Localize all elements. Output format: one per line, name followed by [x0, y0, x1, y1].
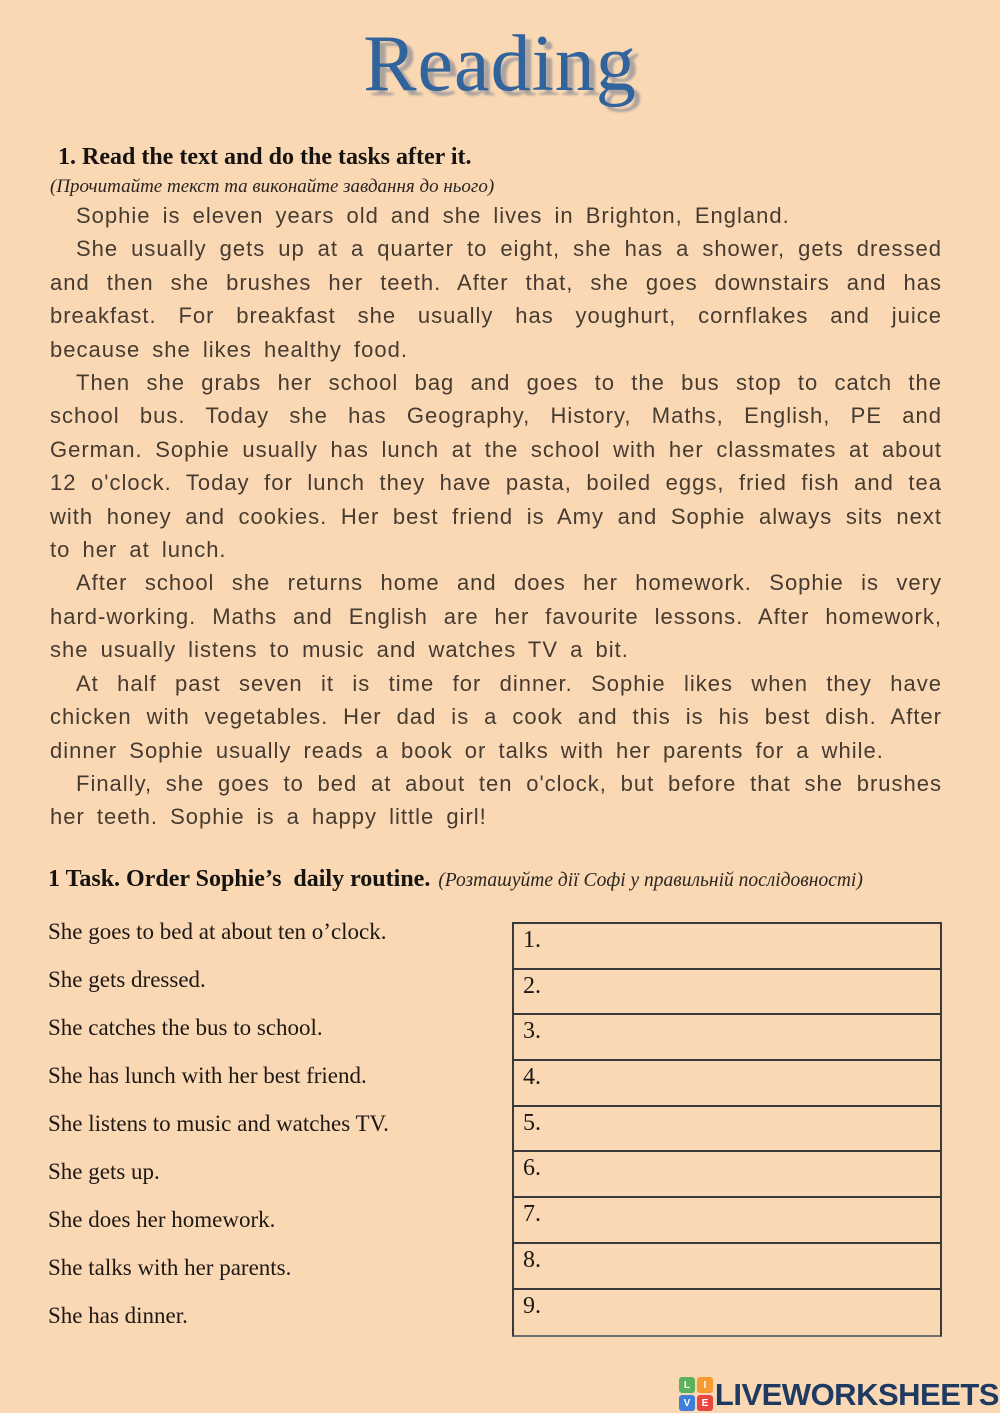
answer-row[interactable]	[514, 1290, 940, 1336]
answer-row-number: 4.	[523, 1064, 541, 1091]
answer-row[interactable]	[514, 1198, 940, 1244]
routine-sentence: She listens to music and watches TV.	[48, 1111, 389, 1136]
brand-name: LIVEWORKSHEETS	[714, 1376, 999, 1412]
answer-cell[interactable]	[541, 1061, 940, 1105]
page-title: Reading	[363, 20, 637, 108]
routine-sentence: She has lunch with her best friend.	[48, 1063, 367, 1088]
liveworksheets-logo-icon	[679, 1377, 713, 1411]
answer-row-number: 7.	[523, 1201, 541, 1228]
reading-task-heading: 1. Read the text and do the tasks after it.	[58, 144, 472, 170]
routine-sentence: She goes to bed at about ten o’clock.	[48, 919, 387, 944]
reading-paragraph: After school she returns home and does her homework. Sophie is very hard-working. Maths and English are her favourite lessons. After homework, she usually listens to music and watches TV a bit.	[50, 570, 942, 663]
answer-cell[interactable]	[541, 1198, 940, 1242]
answer-row[interactable]	[514, 1061, 940, 1107]
answer-cell[interactable]	[541, 1244, 940, 1288]
answer-row-number: 3.	[523, 1018, 541, 1045]
answer-row[interactable]	[514, 970, 940, 1016]
reading-task-translation: (Прочитайте текст та виконайте завдання до нього)	[50, 176, 495, 197]
reading-paragraph: Sophie is eleven years old and she lives in Brighton, England.	[76, 203, 790, 228]
answer-row-number: 8.	[523, 1246, 541, 1273]
order-task-translation: (Розташуйте дії Софі у правильній послідовності)	[438, 870, 863, 891]
logo-square-v: V	[679, 1395, 695, 1411]
reading-paragraph: Finally, she goes to bed at about ten o'clock, but before that she brushes her teeth. Sophie is a happy little girl!	[50, 770, 942, 830]
answer-cell[interactable]	[541, 924, 940, 968]
answer-cell[interactable]	[541, 1290, 940, 1336]
logo-square-l: L	[679, 1377, 695, 1393]
answer-row[interactable]	[514, 1244, 940, 1290]
order-task-heading-row	[48, 866, 958, 893]
logo-square-i: I	[697, 1377, 713, 1393]
answer-cell[interactable]	[541, 1152, 940, 1196]
routine-sentence: She gets up.	[48, 1159, 160, 1184]
routine-sentence: She catches the bus to school.	[48, 1015, 323, 1040]
answer-row[interactable]	[514, 1015, 940, 1061]
routine-sentence: She has dinner.	[48, 1303, 188, 1328]
answer-row-number: 9.	[523, 1292, 541, 1319]
reading-paragraph: Then she grabs her school bag and goes to the bus stop to catch the school bus. Today she has Geography, History, Maths, English, PE and German. Sophie usually has lunch at the school with her classmates at about 12 o'clock. Today for lunch they have pasta, boiled eggs, fried fish and tea with honey and cookies. Her best friend is Amy and Sophie always sits next to her at lunch.	[50, 370, 942, 563]
answer-row-number: 6.	[523, 1155, 541, 1182]
answer-row[interactable]	[514, 924, 940, 970]
reading-paragraph: She usually gets up at a quarter to eight, she has a shower, gets dressed and then she brushes her teeth. After that, she goes downstairs and has breakfast. For breakfast she usually has youghurt, cornflakes and juice because she likes healthy food.	[50, 236, 942, 362]
logo-square-e: E	[697, 1395, 713, 1411]
answer-row[interactable]	[514, 1152, 940, 1198]
answer-cell[interactable]	[541, 970, 940, 1014]
answer-cell[interactable]	[541, 1015, 940, 1059]
routine-sentence: She does her homework.	[48, 1207, 276, 1232]
routine-sentence-list	[48, 908, 498, 1340]
answer-table	[512, 922, 942, 1337]
answer-row-number: 5.	[523, 1109, 541, 1136]
answer-row-number: 1.	[523, 927, 541, 953]
routine-sentence: She talks with her parents.	[48, 1255, 292, 1280]
reading-text	[50, 199, 942, 834]
order-task-heading: 1 Task. Order Sophie’s daily routine.	[48, 866, 431, 892]
answer-cell[interactable]	[541, 1107, 940, 1151]
reading-paragraph: At half past seven it is time for dinner. Sophie likes when they have chicken with vegetables. Her dad is a cook and this is his best dish. After dinner Sophie usually reads a book or talks with her parents for a while.	[50, 670, 942, 763]
routine-sentence: She gets dressed.	[48, 967, 206, 992]
answer-row[interactable]	[514, 1107, 940, 1153]
liveworksheets-logo[interactable]	[679, 1377, 999, 1411]
answer-row-number: 2.	[523, 972, 541, 999]
